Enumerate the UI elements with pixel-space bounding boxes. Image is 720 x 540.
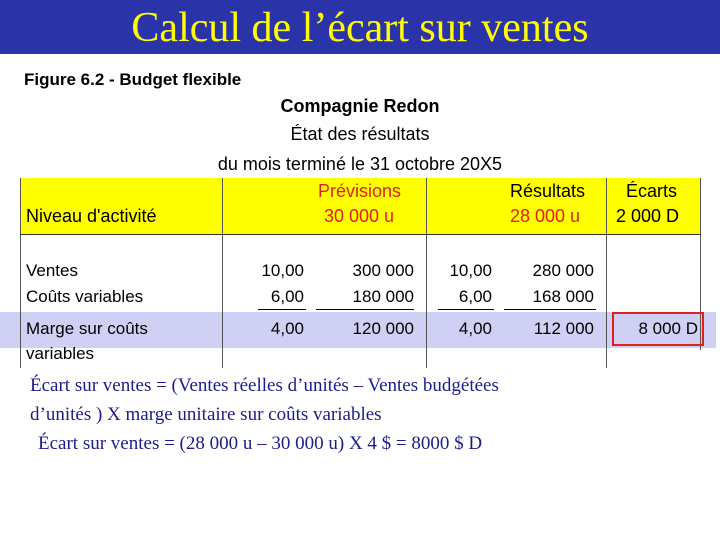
costs-actual-total: 168 000	[532, 287, 594, 306]
margin-actual-total: 112 000	[533, 319, 594, 338]
costs-actual-unit: 6,00	[458, 287, 492, 306]
statement-period: du mois terminé le 31 octobre 20X5	[217, 154, 503, 174]
subtotal-rule	[438, 309, 494, 310]
table-divider	[222, 178, 223, 368]
formula-line-2: d’unités ) X marge unitaire sur coûts variables	[30, 404, 382, 425]
activity-label: Niveau d'activité	[26, 206, 157, 226]
results-units: 28 000 u	[510, 206, 581, 226]
formula-line-3: Écart sur ventes = (28 000 u – 30 000 u) X 4 $ = 8000 $ D	[38, 433, 483, 454]
sales-forecast-unit: 10,00	[261, 261, 304, 280]
row-label-contribution-margin: Marge sur coûts	[26, 319, 148, 338]
row-label-contribution-margin-cont: variables	[26, 344, 95, 363]
sales-forecast-total: 300 000	[352, 261, 414, 280]
sales-actual-total: 280 000	[532, 261, 594, 280]
row-label-variable-costs: Coûts variables	[26, 287, 144, 306]
forecast-units: 30 000 u	[324, 206, 395, 226]
forecast-header: Prévisions	[318, 181, 402, 201]
company-name: Compagnie Redon	[280, 96, 440, 116]
variance-units: 2 000 D	[616, 206, 680, 226]
subtotal-rule	[258, 309, 306, 310]
variance-header: Écarts	[626, 181, 678, 201]
row-label-sales: Ventes	[26, 261, 78, 280]
margin-forecast-total: 120 000	[352, 319, 414, 338]
costs-forecast-total: 180 000	[352, 287, 414, 306]
table-divider	[606, 178, 607, 368]
subtotal-rule	[504, 309, 596, 310]
table-divider	[20, 178, 21, 368]
costs-forecast-unit: 6,00	[270, 287, 304, 306]
margin-actual-unit: 4,00	[458, 319, 492, 338]
slide-title: Calcul de l’écart sur ventes	[131, 5, 589, 51]
figure-caption: Figure 6.2 - Budget flexible	[24, 70, 242, 89]
margin-forecast-unit: 4,00	[270, 319, 304, 338]
sales-actual-unit: 10,00	[449, 261, 492, 280]
subtotal-rule	[316, 309, 414, 310]
results-header: Résultats	[510, 181, 586, 201]
margin-variance: 8 000 D	[638, 319, 698, 338]
table-rule	[20, 234, 700, 235]
formula-line-1: Écart sur ventes = (Ventes réelles d’unités – Ventes budgétées	[30, 375, 499, 396]
statement-title: État des résultats	[290, 124, 430, 144]
